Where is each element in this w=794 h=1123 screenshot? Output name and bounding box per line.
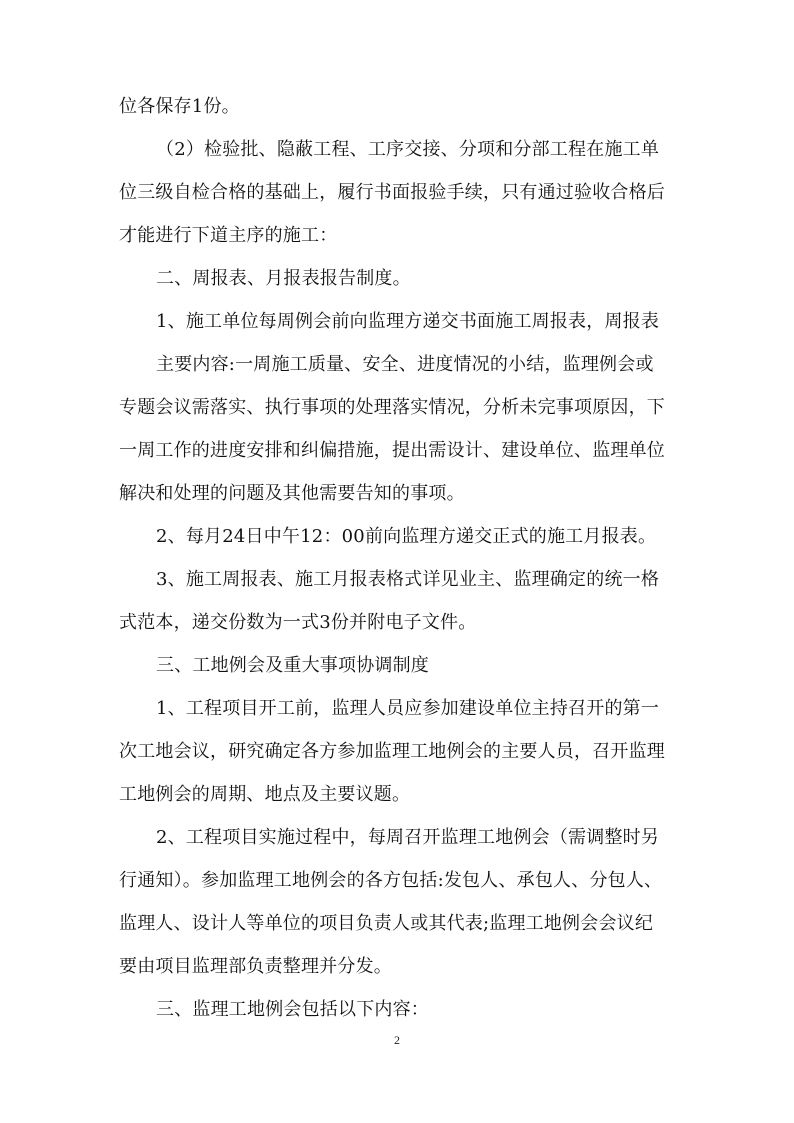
text-line: （2）检验批、隐蔽工程、工序交接、分项和分部工程在施工单 bbox=[156, 139, 660, 160]
page-number: 2 bbox=[394, 1033, 400, 1047]
text-line: 行通知）。参加监理工地例会的各方包括:发包人、承包人、分包人、 bbox=[119, 870, 663, 891]
text-line: 工地例会的周期、地点及主要议题。 bbox=[119, 784, 411, 805]
text-line: 2、工程项目实施过程中，每周召开监理工地例会（需调整时另 bbox=[156, 827, 660, 848]
text-line: 1、工程项目开工前，监理人员应参加建设单位主持召开的第一 bbox=[156, 698, 660, 719]
text-line: 位三级自检合格的基础上，履行书面报验手续，只有通过验收合格后 bbox=[119, 182, 665, 203]
text-line: 3、施工周报表、施工月报表格式详见业主、监理确定的统一格 bbox=[156, 569, 660, 590]
text-line: 一周工作的进度安排和纠偏措施，提出需设计、建设单位、监理单位 bbox=[119, 440, 665, 461]
section-heading: 三、工地例会及重大事项协调制度 bbox=[156, 655, 429, 676]
section-heading: 三、监理工地例会包括以下内容： bbox=[156, 999, 429, 1020]
text-line: 1、施工单位每周例会前向监理方递交书面施工周报表，周报表 bbox=[156, 311, 660, 332]
section-heading: 二、周报表、月报表报告制度。 bbox=[156, 268, 411, 289]
text-line: 才能进行下道主序的施工： bbox=[119, 225, 338, 246]
text-line: 专题会议需落实、执行事项的处理落实情况，分析未完事项原因，下 bbox=[119, 397, 665, 418]
text-line: 式范本，递交份数为一式3份并附电子文件。 bbox=[119, 612, 477, 633]
text-line: 次工地会议，研究确定各方参加监理工地例会的主要人员，召开监理 bbox=[119, 741, 665, 762]
text-line: 解决和处理的问题及其他需要告知的事项。 bbox=[119, 483, 465, 504]
text-line: 要由项目监理部负责整理并分发。 bbox=[119, 956, 392, 977]
text-line: 监理人、设计人等单位的项目负责人或其代表;监理工地例会会议纪 bbox=[119, 913, 654, 934]
text-line: 主要内容:一周施工质量、安全、进度情况的小结，监理例会或 bbox=[156, 354, 654, 375]
text-line: 2、每月24日中午12：00前向监理方递交正式的施工月报表。 bbox=[156, 526, 657, 547]
text-line: 位各保存1份。 bbox=[119, 96, 240, 117]
